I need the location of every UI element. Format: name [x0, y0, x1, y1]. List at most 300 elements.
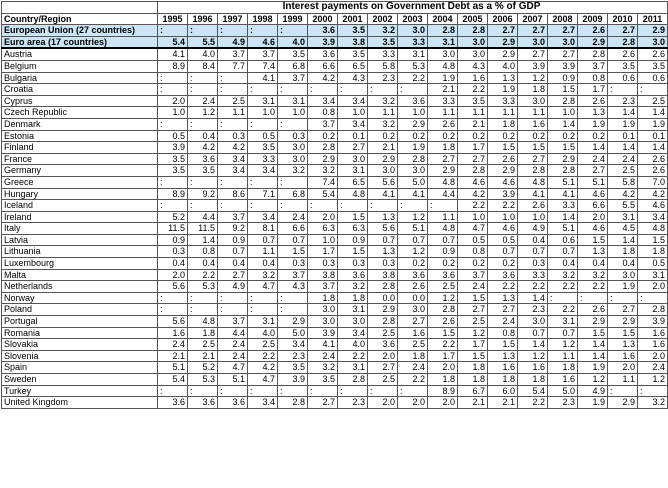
- value-cell: 0.6: [548, 234, 578, 246]
- value-cell: 2.1: [428, 84, 458, 96]
- value-cell: 1.6: [158, 327, 188, 339]
- value-cell: 3.0: [308, 316, 338, 328]
- value-cell: 3.7: [578, 60, 608, 72]
- value-cell: 2.9: [638, 25, 668, 37]
- header-year: 2003: [398, 13, 428, 25]
- value-cell: 0.4: [218, 258, 248, 270]
- row-label: Romania: [2, 327, 158, 339]
- value-cell: :: [158, 118, 188, 130]
- value-cell: 3.6: [218, 397, 248, 409]
- value-cell: 0.7: [368, 234, 398, 246]
- header-year: 2010: [608, 13, 638, 25]
- value-cell: 3.4: [278, 339, 308, 351]
- value-cell: 3.3: [398, 36, 428, 48]
- value-cell: :: [428, 200, 458, 212]
- value-cell: 3.7: [308, 118, 338, 130]
- value-cell: :: [218, 72, 248, 84]
- value-cell: 0.8: [578, 72, 608, 84]
- value-cell: 1.1: [488, 107, 518, 119]
- value-cell: 2.8: [368, 316, 398, 328]
- header-year: 1997: [218, 13, 248, 25]
- value-cell: :: [278, 304, 308, 316]
- value-cell: 2.8: [428, 304, 458, 316]
- value-cell: 1.1: [428, 107, 458, 119]
- value-cell: 2.2: [488, 200, 518, 212]
- value-cell: 6.8: [278, 188, 308, 200]
- value-cell: 3.5: [608, 60, 638, 72]
- value-cell: 3.5: [188, 165, 218, 177]
- value-cell: 2.0: [578, 211, 608, 223]
- value-cell: 3.4: [308, 95, 338, 107]
- value-cell: 2.0: [368, 397, 398, 409]
- value-cell: 2.8: [338, 374, 368, 386]
- value-cell: 2.9: [548, 153, 578, 165]
- row-label: Belgium: [2, 60, 158, 72]
- value-cell: :: [188, 84, 218, 96]
- value-cell: :: [308, 84, 338, 96]
- value-cell: 3.0: [398, 304, 428, 316]
- value-cell: 1.0: [338, 107, 368, 119]
- value-cell: 4.7: [218, 362, 248, 374]
- value-cell: 5.0: [548, 385, 578, 397]
- value-cell: 0.1: [638, 130, 668, 142]
- header-year: 1996: [188, 13, 218, 25]
- row-label: Spain: [2, 362, 158, 374]
- value-cell: 2.6: [608, 48, 638, 60]
- value-cell: 3.0: [398, 165, 428, 177]
- value-cell: 1.7: [458, 339, 488, 351]
- value-cell: 2.7: [308, 397, 338, 409]
- value-cell: 2.8: [518, 165, 548, 177]
- table-row: [2, 362, 668, 374]
- value-cell: 3.1: [428, 36, 458, 48]
- value-cell: :: [158, 292, 188, 304]
- value-cell: 0.5: [158, 130, 188, 142]
- value-cell: 0.4: [248, 258, 278, 270]
- value-cell: 3.2: [338, 281, 368, 293]
- table-row: [2, 350, 668, 362]
- row-label: Lithuania: [2, 246, 158, 258]
- value-cell: 0.2: [518, 130, 548, 142]
- table-row: [2, 327, 668, 339]
- value-cell: :: [218, 118, 248, 130]
- value-cell: 5.6: [368, 223, 398, 235]
- value-cell: 4.9: [518, 223, 548, 235]
- value-cell: :: [218, 200, 248, 212]
- value-cell: 1.8: [338, 292, 368, 304]
- value-cell: 2.1: [458, 397, 488, 409]
- value-cell: 4.1: [248, 72, 278, 84]
- value-cell: 4.0: [248, 327, 278, 339]
- value-cell: 3.0: [638, 36, 668, 48]
- value-cell: 2.4: [218, 339, 248, 351]
- value-cell: 8.4: [188, 60, 218, 72]
- value-cell: 4.3: [458, 60, 488, 72]
- value-cell: 11.5: [158, 223, 188, 235]
- value-cell: 0.7: [518, 246, 548, 258]
- value-cell: 2.3: [608, 95, 638, 107]
- value-cell: 4.8: [428, 176, 458, 188]
- value-cell: 4.1: [518, 188, 548, 200]
- value-cell: :: [248, 176, 278, 188]
- value-cell: 1.3: [488, 72, 518, 84]
- value-cell: 2.1: [158, 350, 188, 362]
- value-cell: 0.6: [638, 72, 668, 84]
- value-cell: 8.9: [158, 60, 188, 72]
- row-label: Germany: [2, 165, 158, 177]
- value-cell: 5.0: [398, 176, 428, 188]
- value-cell: 1.5: [458, 292, 488, 304]
- value-cell: 2.0: [398, 397, 428, 409]
- value-cell: 1.0: [278, 107, 308, 119]
- value-cell: 1.9: [488, 84, 518, 96]
- value-cell: 3.4: [338, 118, 368, 130]
- value-cell: 3.2: [368, 25, 398, 37]
- value-cell: 1.2: [428, 292, 458, 304]
- value-cell: 2.6: [428, 118, 458, 130]
- row-label: Sweden: [2, 374, 158, 386]
- header-country-region: Country/Region: [2, 13, 158, 25]
- value-cell: 1.8: [548, 362, 578, 374]
- value-cell: 3.2: [578, 269, 608, 281]
- value-cell: :: [158, 200, 188, 212]
- value-cell: 3.1: [338, 362, 368, 374]
- value-cell: 0.7: [218, 246, 248, 258]
- value-cell: 2.5: [398, 339, 428, 351]
- value-cell: 2.0: [428, 362, 458, 374]
- value-cell: 2.6: [578, 25, 608, 37]
- value-cell: 1.6: [608, 350, 638, 362]
- value-cell: 0.2: [488, 130, 518, 142]
- value-cell: 4.0: [338, 339, 368, 351]
- value-cell: 1.8: [488, 374, 518, 386]
- value-cell: 3.3: [368, 48, 398, 60]
- value-cell: 4.7: [458, 223, 488, 235]
- value-cell: 2.0: [608, 362, 638, 374]
- header-year: 2008: [548, 13, 578, 25]
- value-cell: 3.4: [248, 211, 278, 223]
- value-cell: 0.2: [458, 258, 488, 270]
- value-cell: 3.6: [308, 48, 338, 60]
- value-cell: 1.9: [578, 397, 608, 409]
- value-cell: :: [188, 72, 218, 84]
- row-label: Estonia: [2, 130, 158, 142]
- value-cell: 1.5: [428, 327, 458, 339]
- value-cell: 3.5: [458, 95, 488, 107]
- value-cell: 3.6: [398, 95, 428, 107]
- value-cell: 2.9: [398, 118, 428, 130]
- value-cell: 2.3: [548, 397, 578, 409]
- value-cell: 0.8: [308, 107, 338, 119]
- value-cell: 1.1: [218, 107, 248, 119]
- value-cell: 1.7: [578, 84, 608, 96]
- row-label: Euro area (17 countries): [2, 36, 158, 48]
- value-cell: 3.0: [338, 153, 368, 165]
- value-cell: 2.0: [368, 350, 398, 362]
- value-cell: 0.1: [338, 130, 368, 142]
- value-cell: 1.5: [458, 350, 488, 362]
- value-cell: 4.8: [338, 188, 368, 200]
- table-row: [2, 269, 668, 281]
- value-cell: 2.2: [458, 84, 488, 96]
- value-cell: 0.0: [398, 292, 428, 304]
- value-cell: 4.0: [488, 60, 518, 72]
- value-cell: 11.5: [188, 223, 218, 235]
- value-cell: 1.4: [578, 350, 608, 362]
- value-cell: 3.5: [278, 48, 308, 60]
- value-cell: 3.9: [548, 60, 578, 72]
- value-cell: 2.6: [518, 200, 548, 212]
- value-cell: 3.2: [638, 397, 668, 409]
- value-cell: 3.0: [548, 36, 578, 48]
- value-cell: 6.6: [308, 60, 338, 72]
- value-cell: 0.5: [458, 234, 488, 246]
- value-cell: :: [218, 25, 248, 37]
- value-cell: 1.2: [638, 374, 668, 386]
- value-cell: 7.1: [248, 188, 278, 200]
- table-row: [2, 339, 668, 351]
- value-cell: 1.5: [638, 234, 668, 246]
- value-cell: 2.4: [488, 316, 518, 328]
- row-label: European Union (27 countries): [2, 25, 158, 37]
- value-cell: 2.5: [248, 339, 278, 351]
- value-cell: 3.5: [158, 165, 188, 177]
- value-cell: 2.9: [278, 316, 308, 328]
- value-cell: 4.6: [458, 176, 488, 188]
- value-cell: 0.2: [398, 130, 428, 142]
- value-cell: 4.1: [308, 339, 338, 351]
- value-cell: 5.8: [368, 60, 398, 72]
- value-cell: 0.4: [188, 258, 218, 270]
- value-cell: 2.0: [308, 211, 338, 223]
- value-cell: 2.1: [488, 397, 518, 409]
- value-cell: 2.2: [398, 374, 428, 386]
- value-cell: :: [158, 304, 188, 316]
- value-cell: 3.0: [308, 304, 338, 316]
- value-cell: 2.9: [488, 165, 518, 177]
- value-cell: 3.0: [518, 95, 548, 107]
- value-cell: 9.2: [188, 188, 218, 200]
- value-cell: :: [188, 385, 218, 397]
- value-cell: 2.6: [578, 304, 608, 316]
- value-cell: 3.7: [248, 48, 278, 60]
- value-cell: 3.2: [368, 118, 398, 130]
- value-cell: :: [638, 385, 668, 397]
- value-cell: 1.5: [608, 327, 638, 339]
- row-label: Greece: [2, 176, 158, 188]
- value-cell: 1.3: [488, 292, 518, 304]
- value-cell: 1.2: [398, 246, 428, 258]
- row-label: Latvia: [2, 234, 158, 246]
- value-cell: 2.9: [428, 165, 458, 177]
- value-cell: 2.0: [638, 350, 668, 362]
- value-cell: 3.7: [308, 281, 338, 293]
- value-cell: 2.9: [608, 397, 638, 409]
- value-cell: 3.9: [158, 142, 188, 154]
- value-cell: 1.0: [248, 107, 278, 119]
- value-cell: 4.8: [428, 223, 458, 235]
- value-cell: 2.8: [368, 281, 398, 293]
- value-cell: 3.0: [518, 36, 548, 48]
- value-cell: 2.3: [278, 350, 308, 362]
- value-cell: 2.6: [638, 153, 668, 165]
- value-cell: :: [158, 385, 188, 397]
- value-cell: 3.5: [368, 36, 398, 48]
- row-label: Iceland: [2, 200, 158, 212]
- value-cell: 3.6: [488, 269, 518, 281]
- value-cell: 4.1: [398, 188, 428, 200]
- value-cell: 2.4: [308, 350, 338, 362]
- value-cell: 3.7: [218, 48, 248, 60]
- value-cell: 2.7: [398, 316, 428, 328]
- value-cell: 0.4: [578, 258, 608, 270]
- value-cell: 1.2: [518, 350, 548, 362]
- value-cell: 1.5: [518, 142, 548, 154]
- value-cell: 2.5: [458, 316, 488, 328]
- value-cell: 2.4: [218, 350, 248, 362]
- value-cell: :: [278, 385, 308, 397]
- value-cell: 0.0: [368, 292, 398, 304]
- value-cell: 1.8: [608, 246, 638, 258]
- value-cell: 6.3: [338, 223, 368, 235]
- value-cell: 2.9: [488, 48, 518, 60]
- value-cell: 3.2: [368, 95, 398, 107]
- value-cell: 1.9: [608, 118, 638, 130]
- value-cell: 3.0: [368, 165, 398, 177]
- value-cell: 1.1: [368, 107, 398, 119]
- table-row: [2, 258, 668, 270]
- value-cell: 2.8: [458, 25, 488, 37]
- value-cell: :: [278, 118, 308, 130]
- value-cell: 3.6: [368, 339, 398, 351]
- value-cell: 2.7: [488, 304, 518, 316]
- value-cell: 4.8: [518, 176, 548, 188]
- value-cell: 2.8: [548, 165, 578, 177]
- row-label: Norway: [2, 292, 158, 304]
- value-cell: 4.4: [188, 211, 218, 223]
- value-cell: 3.9: [308, 36, 338, 48]
- value-cell: 3.5: [248, 142, 278, 154]
- table-row: [2, 118, 668, 130]
- value-cell: :: [188, 176, 218, 188]
- value-cell: 4.6: [488, 176, 518, 188]
- value-cell: 1.9: [608, 281, 638, 293]
- value-cell: 0.9: [338, 234, 368, 246]
- value-cell: 0.3: [368, 258, 398, 270]
- value-cell: 1.7: [428, 350, 458, 362]
- value-cell: :: [158, 25, 188, 37]
- value-cell: 0.7: [518, 327, 548, 339]
- value-cell: 2.6: [638, 48, 668, 60]
- row-label: Poland: [2, 304, 158, 316]
- value-cell: 0.9: [548, 72, 578, 84]
- value-cell: 1.5: [488, 339, 518, 351]
- value-cell: :: [248, 385, 278, 397]
- value-cell: 3.2: [308, 362, 338, 374]
- value-cell: 3.4: [338, 95, 368, 107]
- value-cell: 5.5: [608, 200, 638, 212]
- value-cell: 1.0: [518, 211, 548, 223]
- value-cell: 1.2: [458, 327, 488, 339]
- value-cell: 1.6: [518, 362, 548, 374]
- value-cell: 3.9: [488, 188, 518, 200]
- table-row: [2, 84, 668, 96]
- value-cell: 1.0: [158, 107, 188, 119]
- value-cell: 0.4: [608, 258, 638, 270]
- table-header-row: [2, 13, 668, 25]
- value-cell: 2.7: [218, 269, 248, 281]
- value-cell: 2.3: [518, 304, 548, 316]
- header-year: 2011: [638, 13, 668, 25]
- value-cell: :: [158, 72, 188, 84]
- table-row: [2, 60, 668, 72]
- value-cell: 1.4: [608, 107, 638, 119]
- value-cell: 2.8: [428, 25, 458, 37]
- value-cell: 1.8: [518, 374, 548, 386]
- header-year: 1998: [248, 13, 278, 25]
- value-cell: 2.6: [638, 165, 668, 177]
- value-cell: 3.6: [158, 397, 188, 409]
- value-cell: 2.4: [578, 153, 608, 165]
- row-label: United Kingdom: [2, 397, 158, 409]
- value-cell: 1.0: [548, 107, 578, 119]
- value-cell: 3.9: [518, 60, 548, 72]
- table-row: [2, 153, 668, 165]
- table-row: [2, 130, 668, 142]
- value-cell: 1.8: [458, 374, 488, 386]
- value-cell: 3.5: [308, 374, 338, 386]
- value-cell: 3.7: [278, 269, 308, 281]
- value-cell: :: [188, 25, 218, 37]
- value-cell: 0.2: [548, 130, 578, 142]
- header-year: 2006: [488, 13, 518, 25]
- value-cell: 1.1: [518, 107, 548, 119]
- value-cell: 2.2: [458, 200, 488, 212]
- value-cell: 1.8: [518, 84, 548, 96]
- value-cell: 5.6: [158, 281, 188, 293]
- value-cell: 1.5: [338, 211, 368, 223]
- value-cell: 3.0: [608, 269, 638, 281]
- row-label: Ireland: [2, 211, 158, 223]
- value-cell: 1.4: [518, 292, 548, 304]
- value-cell: 1.9: [428, 72, 458, 84]
- value-cell: 3.0: [458, 36, 488, 48]
- value-cell: 1.4: [518, 339, 548, 351]
- value-cell: 2.6: [398, 281, 428, 293]
- value-cell: 4.7: [248, 374, 278, 386]
- value-cell: 1.4: [578, 339, 608, 351]
- value-cell: 0.5: [638, 258, 668, 270]
- value-cell: 9.2: [218, 223, 248, 235]
- value-cell: 0.3: [158, 246, 188, 258]
- value-cell: :: [638, 84, 668, 96]
- value-cell: 3.5: [278, 362, 308, 374]
- value-cell: 4.8: [428, 60, 458, 72]
- value-cell: :: [158, 176, 188, 188]
- value-cell: 1.1: [458, 107, 488, 119]
- value-cell: 1.8: [428, 142, 458, 154]
- value-cell: 4.1: [158, 48, 188, 60]
- value-cell: 3.0: [278, 142, 308, 154]
- value-cell: 0.2: [578, 130, 608, 142]
- value-cell: 5.3: [398, 60, 428, 72]
- value-cell: :: [398, 385, 428, 397]
- value-cell: 0.2: [428, 130, 458, 142]
- table-row: [2, 316, 668, 328]
- value-cell: 0.9: [428, 246, 458, 258]
- value-cell: 3.6: [188, 397, 218, 409]
- value-cell: 0.5: [488, 234, 518, 246]
